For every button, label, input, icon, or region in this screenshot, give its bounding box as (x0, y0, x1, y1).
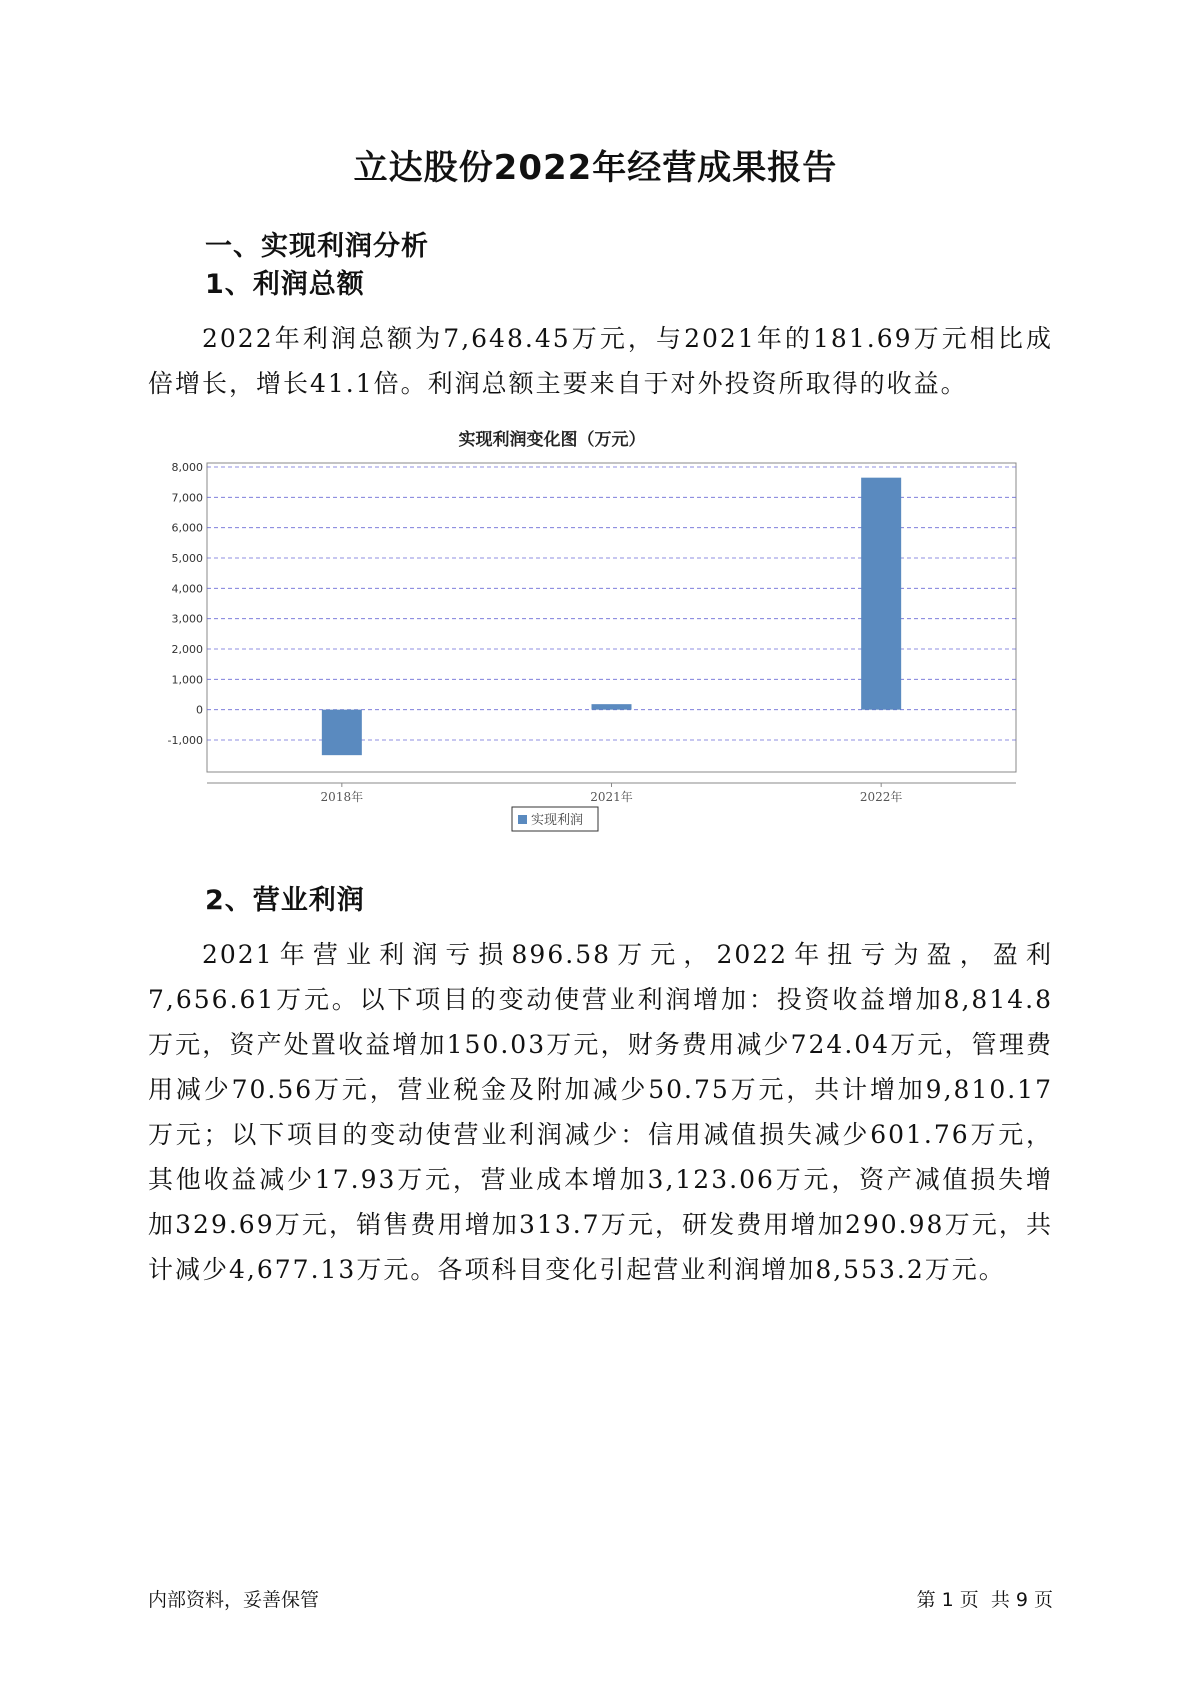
chart-legend-swatch (518, 815, 527, 824)
chart-y-tick-label: 3,000 (171, 612, 203, 626)
profit-chart (150, 430, 1030, 915)
chart-y-tick-label: 8,000 (171, 461, 203, 474)
chart-x-tick-label: 2018年 (320, 790, 364, 804)
chart-y-tick-label: 6,000 (171, 521, 203, 535)
chart-title: 实现利润变化图（万元） (458, 430, 646, 450)
chart-bar-1 (322, 710, 362, 756)
footer-page-number: 第 1 页 共 9 页 (916, 1589, 1053, 1611)
subsection-heading-total-profit: 1、利润总额 (205, 269, 365, 300)
chart-x-tick-label: 2022年 (859, 790, 903, 804)
chart-y-tick-label: 0 (196, 703, 203, 717)
paragraph-operating-profit: 2021年营业利润亏损896.58万元，2022年扭亏为盈，盈利7,656.61万元。以下项目的变动使营业利润增加：投资收益增加8,814.8万元，资产处置收益增加150.03万元，财务费用减少724.04万元，管理费用减少70.56万元，营业税金及附加减少50.75万元，共计增加9,810.17万元；以下项目的变动使营业利润减少：信用减值损失减少601.76万元，其他收益减少17.93万元，营业成本增加3,123.06万元，资产减值损失增加329.69万元，销售费用增加313.7万元，研发费用增加290.98万元，共计减少4,677.13万元。各项科目变化引起营业利润增加8,553.2万元。 (148, 940, 1053, 1284)
chart-y-tick-label: 5,000 (171, 552, 203, 565)
chart-bar-3 (861, 478, 901, 710)
chart-y-tick-label: 7,000 (171, 491, 203, 505)
chart-bar-2 (592, 704, 632, 710)
chart-x-tick-label: 2021年 (590, 790, 633, 804)
section-heading: 一、实现利润分析 (205, 231, 429, 262)
chart-y-tick-label: -1,000 (167, 734, 203, 747)
profit-chart-svg (150, 430, 1030, 915)
subsection-heading-operating-profit: 2、营业利润 (205, 885, 365, 916)
chart-y-tick-label: 2,000 (171, 643, 203, 656)
chart-y-tick-label: 4,000 (171, 582, 203, 596)
footer-confidential-note: 内部资料，妥善保管 (148, 1589, 320, 1611)
chart-y-tick-label: 1,000 (171, 673, 203, 687)
chart-legend-label: 实现利润 (531, 813, 584, 828)
paragraph-total-profit: 2022年利润总额为7,648.45万元，与2021年的181.69万元相比成倍增长，增长41.1倍。利润总额主要来自于对外投资所取得的收益。 (148, 324, 1053, 398)
document-title: 立达股份2022年经营成果报告 (353, 148, 838, 188)
